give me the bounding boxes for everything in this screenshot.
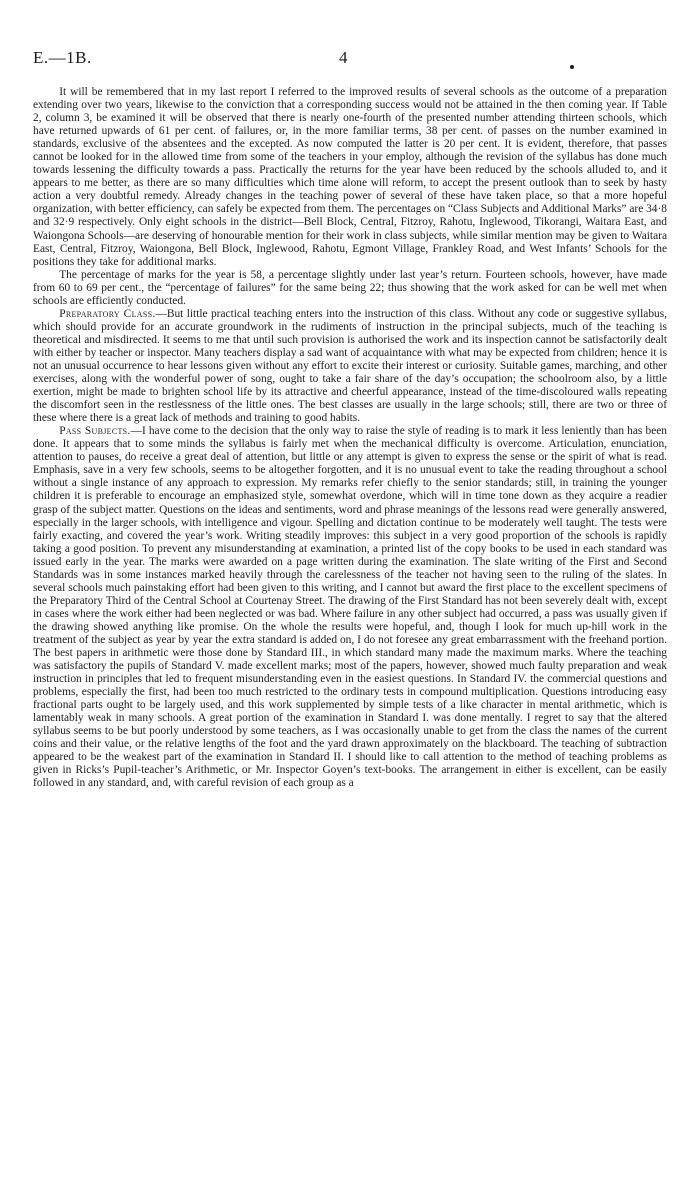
section-heading: Pass Subjects. xyxy=(59,425,131,438)
paragraph-preparatory-class xyxy=(33,308,667,425)
report-body xyxy=(33,86,667,791)
document-reference: E.—1B. xyxy=(33,48,92,67)
paragraph-text: It will be remembered that in my last report I referred to the improved results of several schools as the outcome of a preparation extending over two years, likewise to the conviction that a corresponding success would not be attained in the then coming year. If Table 2, column 3, be examined it will be observed that there is nearly one-fourth of the presented number attending thirteen schools, which have returned upwards of 61 per cent. of failures, or, in the more familiar terms, 38 per cent. of passes on the number examined in standards, exclusive of the absentees and the excepted. As now computed the latter is 20 per cent. It is evident, therefore, that passes cannot be looked for in the allowed time from some of the teachers in your employ, although the revision of the syllabus has done much towards lessening the difficulty towards a pass. Practically the returns for the year have been reduced by the schools alluded to, and it appears to me better, as there are so many difficulties which time alone will reform, to accept the present outlook than to seek by hasty action a very doubtful remedy. Already changes in the teaching power of several of these have taken place, so that a more hopeful organization, with better efficiency, can safely be expected from them. The percentages on “Class Subjects and Additional Marks” are 34·8 and 32·9 respectively. Only eight schools in the district—Bell Block, Central, Fitzroy, Rahotu, Inglewood, Tikorangi, Waitara East, and Waiongona Schools—are deserving of honourable mention for their work in class subjects, while similar mention may be given to Waitara East, Central, Fitzroy, Waiongona, Bell Block, Inglewood, Rahotu, Egmont Village, Frankley Road, and West Infants’ Schools for the positions they take for additional marks. xyxy=(33,86,667,268)
paragraph-marks-percentage xyxy=(33,269,667,308)
print-speck xyxy=(570,65,574,69)
section-heading: Preparatory Class. xyxy=(59,307,156,320)
paragraph-text: —I have come to the decision that the only way to raise the style of reading is to mark it less leniently than has been done. It appears that to some minds the syllabus is fairly met when the mechanical difficulty is overcome. Articulation, enunciation, attention to pauses, do receive a great deal of attention, but little or any attempt is given to express the sense or the spirit of what is read. Emphasis, save in a very few schools, seems to be altogether forgotten, and it is no unusual event to take the reading throughout a school without a single instance of any approach to expression. My remarks refer chiefly to the senior standards; still, in training the younger children it is preferable to encourage an emphasized style, somewhat overdone, which will in time tone down as they acquire a readier grasp of the subject matter. Questions on the ideas and sentiments, word and phrase meanings of the lessons read were generally answered, especially in the larger schools, with intelligence and vigour. Spelling and dictation continue to be moderately well taught. The tests were fairly exacting, and covered the year’s work. Writing steadily improves: this subject in a very good proportion of the schools is rapidly taking a good position. To prevent any misunderstanding at examination, a printed list of the copy books to be used in each standard was issued early in the year. The marks were awarded on a page written during the examination. The slate writing of the First and Second Standards was in some instances marked heavily through the carelessness of the teacher not having seen to the ruling of the slates. In several schools much painstaking effort had been given to this writing, and I cannot but award the first place to the excellent specimens of the Preparatory Third of the Central School at Courtenay Street. The drawing of the First Standard has not been severely dealt with, except in cases where the work either had been neglected or was bad. Where failure in any other subject had occurred, a pass was usually given if the drawing showed anything like promise. On the whole the results were hopeful, and, though I look for much up-hill work in the treatment of the subject as year by year the extra standard is added on, I do not foresee any great embarrassment with the freehand portion. The best papers in arithmetic were those done by Standard III., in which standard many made the maximum marks. Where the teaching was satisfactory the pupils of Standard V. made excellent marks; most of the papers, however, showed much faulty preparation and weak instruction in principles that led to frequent misunderstanding even in the easiest questions. In Standard IV. the commercial questions and problems, especially the first, had been too much restricted to the ordinary tests in compound multiplication. Questions introducing easy fractional parts ought to be largely used, and this work supplemented by simple tests of a like character in mental arithmetic, which is lamentably weak in many schools. A great portion of the examination in Standard I. was done mentally. I regret to say that the altered syllabus seems to be but poorly understood by some teachers, as I was occasionally unable to get from the class the names of the current coins and their value, or the relative lengths of the foot and the yard drawn approximately on the blackboard. The teaching of subtraction appeared to be the weakest part of the examination in Standard II. I should like to call attention to the method of teaching problems as given in Ricks’s Pupil-teacher’s Arithmetic, or Mr. Inspector Goyen’s text-books. The arrangement in either is excellent, can be easily followed in any standard, and, with careful revision of each group as a xyxy=(33,425,667,790)
paragraph-previous-report xyxy=(33,86,667,269)
paragraph-text: The percentage of marks for the year is 58, a percentage slightly under last year’s return. Fourteen schools, however, have made from 60 to 69 per cent., the “percentage of failures” for the same being 22; thus showing that the work asked for can be well met when schools are efficiently conducted. xyxy=(33,268,667,307)
paragraph-pass-subjects xyxy=(33,425,667,790)
page-header xyxy=(33,48,667,72)
page-number: 4 xyxy=(339,48,348,67)
paragraph-text: —But little practical teaching enters into the instruction of this class. Without any code or suggestive syllabus, which should provide for an accurate groundwork in the rudiments of instruction in the principal subjects, much of the teaching is theoretical and misdirected. It seems to me that until such provision is authorised the work and its inspection cannot be satisfactorily dealt with either by teacher or inspector. Many teachers display a sad want of acquaintance with what may be expected from children; hence it is not an unusual occurrence to hear lessons given without any effort to excite their interest or curiosity. Suitable games, marching, and other exercises, along with the wonderful power of song, ought to take a fair share of the day’s occupation; the schoolroom also, by a little exertion, might be made to brighten school life by its attractive and cheerful appearance, instead of the time-discoloured walls repeating the discomfort seen in the restlessness of the little ones. The best classes are usually in the large schools; still, there are two or three of these where there is a great lack of methods and training to good habits. xyxy=(33,307,667,425)
